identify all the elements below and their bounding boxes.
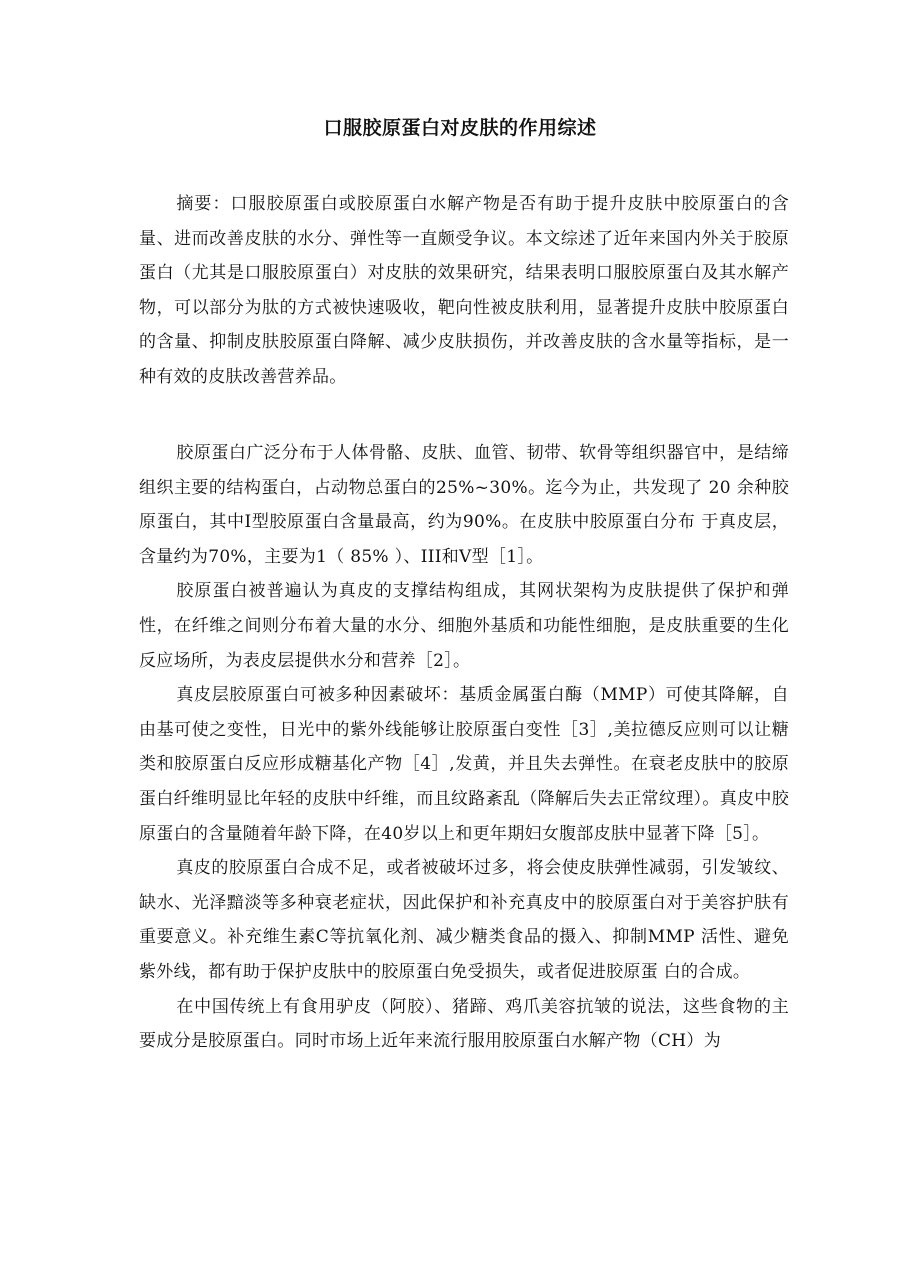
body-paragraph-2: 胶原蛋白被普遍认为真皮的支撑结构组成，其网状架构为皮肤提供了保护和弹性，在纤维之间则分布着大量的水分、细胞外基质和功能性细胞，是皮肤重要的生化反应场所，为表皮层提供水分和营养［2］。 <box>139 581 789 671</box>
body-paragraph-4: 真皮的胶原蛋白合成不足，或者被破坏过多，将会使皮肤弹性减弱，引发皱纹、缺水、光泽黯淡等多种衰老症状，因此保护和补充真皮中的胶原蛋白对于美容护肤有重要意义。补充维生素C等抗氧化剂、减少糖类食品的摄入、抑制MMP 活性、避免紫外线，都有助于保护皮肤中的胶原蛋白免受损失，或者促进胶原蛋 白的合成。 <box>139 858 789 982</box>
abstract-section <box>139 187 789 395</box>
main-body <box>139 436 789 1059</box>
body-paragraph-1: 胶原蛋白广泛分布于人体骨骼、皮肤、血管、韧带、软骨等组织器官中，是结缔组织主要的结构蛋白，占动物总蛋白的25%~30%。迄今为止，共发现了 20 余种胶原蛋白，其中I型胶原蛋白含量最高，约为90%。在皮肤中胶原蛋白分布 于真皮层，含量约为70%，主要为1（ 85% ）、III和V型［1］。 <box>139 443 789 567</box>
abstract-paragraph: 摘要：口服胶原蛋白或胶原蛋白水解产物是否有助于提升皮肤中胶原蛋白的含量、进而改善皮肤的水分、弹性等一直颇受争议。本文综述了近年来国内外关于胶原蛋白（尤其是口服胶原蛋白）对皮肤的效果研究，结果表明口服胶原蛋白及其水解产物，可以部分为肽的方式被快速吸收，靶向性被皮肤利用，显著提升皮肤中胶原蛋白的含量、抑制皮肤胶原蛋白降解、减少皮肤损伤，并改善皮肤的含水量等指标，是一种有效的皮肤改善营养品。 <box>139 194 789 387</box>
body-paragraph-5: 在中国传统上有食用驴皮（阿胶）、猪蹄、鸡爪美容抗皱的说法，这些食物的主要成分是胶原蛋白。同时市场上近年来流行服用胶原蛋白水解产物（CH）为 <box>139 996 789 1052</box>
document-title: 口服胶原蛋白对皮肤的作用综述 <box>323 116 597 139</box>
body-paragraph-3: 真皮层胶原蛋白可被多种因素破坏：基质金属蛋白酶（MMP）可使其降解，自由基可使之变性，日光中的紫外线能够让胶原蛋白变性［3］,美拉德反应则可以让糖类和胶原蛋白反应形成糖基化产物［4］,发黄，并且失去弹性。在衰老皮肤中的胶原蛋白纤维明显比年轻的皮肤中纤维，而且纹路紊乱（降解后失去正常纹理）。真皮中胶原蛋白的含量随着年龄下降，在40岁以上和更年期妇女腹部皮肤中显著下降［5］。 <box>139 685 789 844</box>
